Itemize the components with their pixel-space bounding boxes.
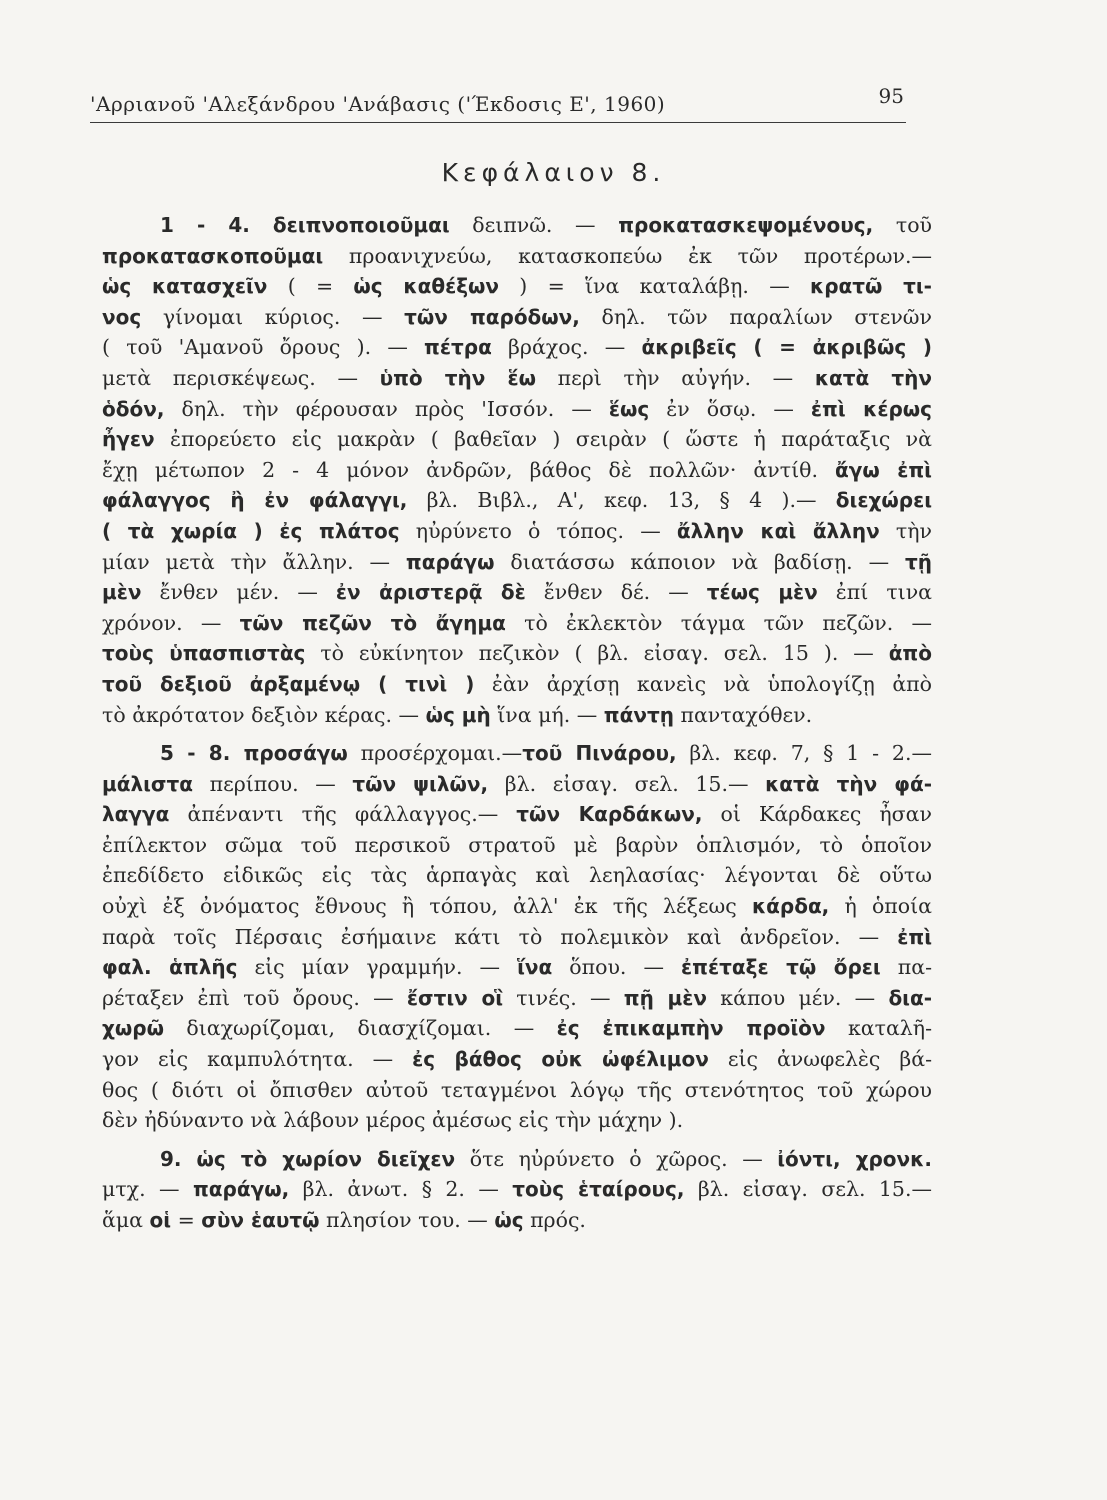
lemma: ἦγεν [102, 427, 155, 452]
lemma: ὡς μὴ [425, 702, 491, 727]
text-line [102, 669, 932, 700]
lemma: νος [102, 304, 142, 329]
gloss: ἐὰν ἀρχίσῃ κανεὶς νὰ ὑπολογίζῃ ἀπὸ [474, 671, 932, 696]
gloss: δηλ. τὴν φέρουσαν πρὸς 'Ισσόν. — [164, 396, 609, 421]
text-line [102, 332, 932, 363]
text-line [102, 891, 932, 922]
lemma: τῶν πεζῶν τὸ ἄγημα [239, 610, 506, 635]
lemma: κατὰ τὴν φά- [765, 771, 932, 796]
text-line [102, 302, 932, 333]
gloss: ἔνθεν μέν. — [141, 580, 336, 605]
lemma: ἀπὸ [888, 641, 932, 666]
lemma: ὁδόν, [102, 396, 165, 421]
lemma: ὡς κατασχεῖν [102, 274, 268, 299]
lemma: κάρδα, [751, 894, 830, 919]
gloss: δὲν ἠδύναντο νὰ λάβουν μέρος ἀμέσως εἰς τὴν μάχην ). [102, 1108, 684, 1133]
gloss: τὸ ἀκρότατον δεξιὸν κέρας. — [102, 702, 426, 727]
lemma: δια- [888, 985, 933, 1010]
gloss: ἐπορεύετο εἰς μακρὰν ( βαθεῖαν ) σειρὰν ( ὥστε ἡ παράταξις νὰ [154, 427, 932, 452]
lemma: ἄλλην καὶ ἄλλην [676, 518, 880, 543]
lemma: παράγω [405, 549, 495, 574]
gloss: θος ( διότι οἱ ὄπισθεν αὐτοῦ τεταγμένοι λόγῳ τῆς στενότητος τοῦ χώρου [102, 1077, 932, 1102]
text-line [102, 1075, 932, 1106]
text-line [102, 769, 932, 800]
lemma: προκατασκοποῦμαι [102, 243, 324, 268]
gloss: ἀπέναντι τῆς φάλλαγγος.— [169, 802, 517, 827]
lemma: ὑπὸ τὴν ἕω [379, 365, 536, 390]
lemma: χωρῶ [102, 1016, 164, 1041]
lemma: ἐπὶ κέρως [810, 396, 933, 421]
lemma: φαλ. ἁπλῆς [102, 955, 238, 980]
lemma: ἕως [608, 396, 650, 421]
gloss: πα- [880, 955, 932, 980]
gloss: ἐν ὅσῳ. — [649, 396, 811, 421]
lemma: ἐν ἀριστερᾷ δὲ [335, 580, 526, 605]
gloss: = [171, 1208, 202, 1232]
gloss: εἰς μίαν γραμμήν. — [237, 955, 518, 980]
text-line [102, 983, 932, 1014]
text-line [102, 363, 932, 394]
text-line [102, 638, 932, 669]
text-line [102, 700, 932, 731]
gloss: ἅμα [102, 1208, 150, 1232]
gloss: περίπου. — [193, 771, 353, 796]
gloss: τινές. — [503, 985, 624, 1010]
text-line [102, 241, 932, 272]
lemma: κρατῶ τι- [810, 274, 932, 299]
lemma: ( τὰ χωρία ) ἐς πλάτος [102, 518, 400, 543]
gloss: τὸ εὐκίνητον πεζικὸν ( βλ. εἰσαγ. σελ. 15 ). — [305, 641, 889, 666]
gloss: μετὰ περισκέψεως. — [102, 365, 380, 390]
gloss: ἐπεδίδετο εἰδικῶς εἰς τὰς ἁρπαγὰς καὶ λεηλασίας· λέγονται δὲ οὕτω [102, 863, 932, 888]
gloss: βλ. Βιβλ., Α', κεφ. 13, § 4 ).— [407, 488, 836, 513]
lemma: ἐς βάθος οὐκ ὠφέλιμον [412, 1047, 709, 1072]
gloss: ἐπίλεκτον σῶμα τοῦ περσικοῦ στρατοῦ μὲ βαρὺν ὁπλισμόν, τὸ ὁποῖον [102, 832, 932, 857]
running-title: 'Αρριανοῦ 'Αλεξάνδρου 'Ανάβασις ('Έκδοσις Ε', 1960) [90, 92, 666, 116]
gloss: μίαν μετὰ τὴν ἄλλην. — [102, 549, 406, 574]
gloss: γίνομαι κύριος. — [141, 304, 405, 329]
gloss: ηὐρύνετο ὁ τόπος. — [399, 518, 677, 543]
gloss: ὅτε ηὐρύνετο ὁ χῶρος. — [455, 1146, 778, 1171]
lemma: παράγω, [192, 1177, 290, 1202]
lemma: διεχώρει [835, 488, 932, 513]
lemma: 9. ὡς τὸ χωρίον διεῖχεν [160, 1146, 456, 1171]
gloss: περὶ τὴν αὐγήν. — [536, 365, 815, 390]
text-line [102, 830, 932, 861]
lemma: πάντῃ [603, 702, 674, 727]
text-line [102, 1044, 932, 1075]
gloss: ἔνθεν δέ. — [525, 580, 707, 605]
gloss: δηλ. τῶν παραλίων στενῶν [579, 304, 932, 329]
gloss: βλ. κεφ. 7, § 1 - 2.— [676, 741, 932, 766]
lemma: τῶν παρόδων, [404, 304, 580, 329]
text-line [102, 1205, 932, 1236]
gloss: πανταχόθεν. [673, 702, 813, 727]
text-line [102, 738, 932, 769]
text-line [102, 547, 932, 578]
gloss: πλησίον του. — [319, 1208, 495, 1232]
text-line [102, 922, 932, 953]
lemma: ἄγω ἐπὶ [835, 457, 932, 482]
gloss: ) = ἵνα καταλάβῃ. — [499, 274, 810, 299]
text-line [102, 952, 932, 983]
lemma: μὲν [102, 580, 142, 605]
gloss: ἔχῃ μέτωπον 2 - 4 μόνον ἀνδρῶν, βάθος δὲ πολλῶν· ἀντίθ. [102, 457, 835, 482]
lemma: ἐπὶ [897, 924, 932, 949]
text-line [102, 1105, 932, 1136]
chapter-title: Κεφάλαιον 8. [441, 158, 666, 187]
text-line [102, 577, 932, 608]
text-line [102, 608, 932, 639]
gloss: ( = [267, 274, 354, 299]
lemma: πῇ μὲν [623, 985, 708, 1010]
lemma: ἀκριβεῖς ( = ἀκριβῶς ) [641, 335, 932, 360]
gloss: ρέταξεν ἐπὶ τοῦ ὄρους. — [102, 985, 407, 1010]
lemma: λαγγα [102, 802, 170, 827]
running-header [90, 82, 906, 123]
gloss: τοῦ [873, 213, 933, 237]
gloss: τὴν [879, 518, 933, 543]
lemma: ἰόντι, χρονκ. [777, 1146, 932, 1171]
lemma: ἵνα [517, 955, 553, 980]
lemma: φάλαγγος ἢ ἐν φάλαγγι, [102, 488, 408, 513]
text-line [102, 1144, 932, 1175]
gloss: βλ. εἰσαγ. σελ. 15.— [684, 1177, 932, 1202]
lemma: τῶν ψιλῶν, [352, 771, 489, 796]
lemma: ἐς ἐπικαμπὴν προϊὸν [556, 1016, 826, 1041]
gloss: διαχωρίζομαι, διασχίζομαι. — [163, 1016, 557, 1041]
text-line [102, 516, 932, 547]
gloss: χρόνον. — [102, 610, 240, 635]
lemma: πέτρα [424, 335, 492, 360]
lemma: ἔστιν οἳ [406, 985, 504, 1010]
text-line [102, 1174, 932, 1205]
lemma: τῶν Καρδάκων, [516, 802, 703, 827]
lemma: ἐπέταξε τῷ ὄρει [681, 955, 881, 980]
gloss: καταλῆ- [825, 1016, 932, 1041]
lemma: τοὺς ἑταίρους, [512, 1177, 685, 1202]
commentary-body [102, 210, 932, 1236]
gloss: ἵνα μή. — [490, 702, 604, 727]
gloss: μτχ. — [102, 1177, 193, 1202]
gloss: διατάσσω κάποιον νὰ βαδίσῃ. — [494, 549, 905, 574]
gloss: ὅπου. — [552, 955, 682, 980]
gloss: ἐπί τινα [817, 580, 933, 605]
commentary-paragraph [102, 210, 932, 730]
gloss: βράχος. — [491, 335, 642, 360]
lemma: 5 - 8. προσάγω [160, 741, 348, 766]
lemma: ὡς [494, 1208, 524, 1232]
gloss: προσέρχομαι.— [347, 741, 523, 766]
gloss: τὸ ἐκλεκτὸν τάγμα τῶν πεζῶν. — [505, 610, 933, 635]
gloss: παρὰ τοῖς Πέρσαις ἐσήμαινε κάτι τὸ πολεμικὸν καὶ ἀνδρεῖον. — [102, 924, 898, 949]
text-line [102, 455, 932, 486]
gloss: προανιχνεύω, κατασκοπεύω ἐκ τῶν προτέρων.— [323, 243, 932, 268]
page-number: 95 [878, 84, 904, 108]
commentary-paragraph [102, 738, 932, 1136]
gloss: κάπου μέν. — [707, 985, 889, 1010]
gloss: γον εἰς καμπυλότητα. — [102, 1047, 413, 1072]
text-line [102, 424, 932, 455]
lemma: 1 - 4. δειπνοποιοῦμαι [160, 213, 450, 237]
gloss: ( τοῦ 'Αμανοῦ ὄρους ). — [102, 335, 425, 360]
text-line [102, 394, 932, 425]
text-line [102, 860, 932, 891]
lemma: μάλιστα [102, 771, 193, 796]
gloss: οἱ Κάρδακες ἦσαν [702, 802, 932, 827]
lemma: κατὰ τὴν [814, 365, 932, 390]
gloss: βλ. εἰσαγ. σελ. 15.— [488, 771, 766, 796]
gloss: εἰς ἀνωφελὲς βά- [708, 1047, 932, 1072]
lemma: σὺν ἑαυτῷ [201, 1208, 320, 1232]
gloss: ἡ ὁποία [829, 894, 932, 919]
gloss: οὐχὶ ἐξ ὀνόματος ἔθνους ἢ τόπου, ἀλλ' ἐκ τῆς λέξεως [102, 894, 752, 919]
lemma: τοῦ δεξιοῦ ἀρξαμένῳ ( τινὶ ) [102, 671, 475, 696]
text-line [102, 210, 932, 241]
gloss: βλ. ἀνωτ. § 2. — [289, 1177, 513, 1202]
lemma: τέως μὲν [706, 580, 818, 605]
lemma: προκατασκεψομένους, [618, 213, 874, 237]
commentary-paragraph [102, 1144, 932, 1236]
lemma: οἱ [149, 1208, 172, 1232]
gloss: πρός. [523, 1208, 586, 1232]
lemma: τοὺς ὑπασπιστὰς [102, 641, 306, 666]
text-line [102, 485, 932, 516]
text-line [102, 799, 932, 830]
text-line [102, 271, 932, 302]
text-line [102, 1013, 932, 1044]
lemma: τοῦ Πινάρου, [522, 741, 677, 766]
lemma: τῇ [904, 549, 932, 574]
lemma: ὡς καθέξων [353, 274, 500, 299]
gloss: δειπνῶ. — [449, 213, 619, 237]
